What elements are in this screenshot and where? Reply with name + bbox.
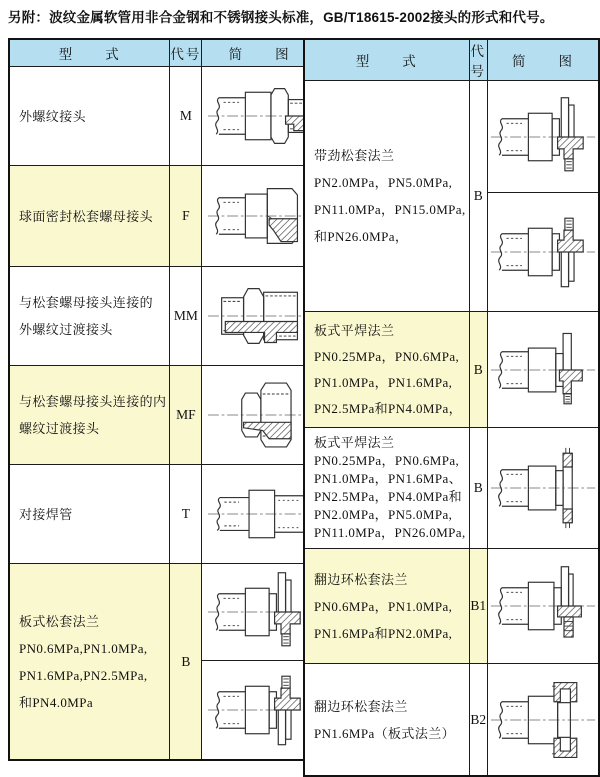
code-cell: T [170, 465, 202, 564]
table-row [9, 465, 318, 564]
diagram-cell [202, 166, 318, 267]
diagram-cell [487, 81, 599, 193]
type-line: 与松套螺母接头连接的 [19, 295, 154, 310]
diagram-cell [487, 428, 599, 549]
type-line: 板式平焊法兰 [314, 322, 395, 338]
type-line: PN2.5MPa和PN4.0MPa， [314, 400, 463, 416]
type-cell [9, 267, 170, 366]
code-cell: MF [170, 366, 202, 465]
code-cell: MM [170, 267, 202, 366]
column-header-type-left: 型 式 [9, 39, 170, 67]
type-cell [304, 312, 469, 428]
swivel-nut-fitting-icon [205, 174, 315, 258]
male-thread-fitting-icon [205, 74, 315, 158]
type-line: PN2.0MPa，PN5.0MPa, [314, 507, 453, 522]
column-header-diagram-right: 简 图 [487, 39, 599, 81]
type-line: 外螺纹接头 [19, 108, 87, 124]
type-line: 板式平焊法兰 [314, 435, 395, 450]
type-line: 外螺纹过渡接头 [19, 322, 113, 337]
type-line: 板式松套法兰 [19, 613, 100, 629]
column-header-code-left: 代号 [170, 39, 202, 67]
type-cell [9, 67, 170, 166]
type-cell [9, 465, 170, 564]
diagram-cell [202, 67, 318, 166]
butt-weld-pipe-icon [205, 472, 315, 556]
table-row [304, 428, 599, 549]
diagram-cell [202, 564, 318, 661]
plate-weld-flange-a-icon [488, 328, 598, 412]
lapped-loose-flange-b2-icon [488, 678, 598, 762]
type-line: 对接焊管 [19, 506, 73, 522]
type-line: PN11.0MPa，PN26.0MPa, [314, 525, 466, 540]
code-cell: B2 [469, 664, 487, 777]
type-line: PN0.25MPa，PN0.6MPa, [314, 453, 460, 468]
diagram-cell [202, 366, 318, 465]
type-line: PN1.6MPa,PN2.5MPa, [19, 667, 148, 683]
type-line: PN1.0MPa，PN1.6MPa、 [314, 471, 463, 486]
table-row [304, 81, 599, 193]
type-cell [9, 166, 170, 267]
type-line: 翻边环松套法兰 [314, 698, 408, 714]
type-line: 带劲松套法兰 [314, 148, 395, 163]
neck-loose-flange-top-icon [488, 95, 598, 179]
table-row [9, 267, 318, 366]
plate-loose-flange-top-icon [205, 570, 315, 654]
table-row [9, 564, 318, 661]
table-row [9, 366, 318, 465]
type-line: 和PN4.0MPa [19, 694, 94, 710]
code-cell: B [170, 564, 202, 761]
type-cell [304, 664, 469, 777]
type-line: 和PN26.0MPa， [314, 229, 409, 244]
code-cell: F [170, 166, 202, 267]
code-cell: B [469, 81, 487, 312]
code-cell: B [469, 312, 487, 428]
diagram-cell [487, 312, 599, 428]
diagram-cell [487, 664, 599, 777]
type-line: 螺纹过渡接头 [19, 421, 100, 436]
type-cell [304, 428, 469, 549]
type-cell [9, 366, 170, 465]
type-line: PN11.0MPa，PN15.0MPa, [314, 202, 466, 217]
diagram-cell [487, 193, 599, 312]
type-cell [9, 564, 170, 761]
table-row [304, 664, 599, 777]
diagram-cell [202, 267, 318, 366]
type-line: PN1.6MPa（板式法兰） [314, 725, 456, 741]
neck-loose-flange-bottom-icon [488, 210, 598, 294]
header-row [304, 39, 599, 81]
type-line: PN1.6MPa和PN2.0MPa, [314, 625, 453, 641]
plate-weld-flange-b-icon [488, 446, 598, 530]
fitting-table-left [8, 38, 319, 761]
lapped-loose-flange-b1-icon [488, 564, 598, 648]
type-line: PN0.25MPa，PN0.6MPa, [314, 348, 460, 364]
table-row [304, 312, 599, 428]
type-line: 球面密封松套螺母接头 [19, 208, 154, 224]
type-cell [304, 81, 469, 312]
code-cell: B1 [469, 549, 487, 664]
type-line: 与松套螺母接头连接的内 [19, 394, 167, 409]
type-line: PN0.6MPa，PN1.0MPa, [314, 598, 453, 614]
plate-loose-flange-bottom-icon [205, 668, 315, 752]
diagram-cell [487, 549, 599, 664]
page-title: 另附：波纹金属软管用非合金钢和不锈钢接头标准，GB/T18615-2002接头的形式和代号。 [8, 10, 554, 25]
type-line: PN2.0MPa，PN5.0MPa, [314, 175, 453, 190]
table-row [9, 166, 318, 267]
column-header-diagram-left: 简 图 [202, 39, 318, 67]
fitting-table-right [303, 38, 600, 777]
table-row [304, 549, 599, 664]
type-cell [304, 549, 469, 664]
column-header-type-right: 型 式 [304, 39, 469, 81]
column-header-code-right: 代号 [469, 39, 487, 81]
type-line: 翻边环松套法兰 [314, 571, 408, 587]
type-line: PN2.5MPa，PN4.0MPa和 [314, 489, 463, 504]
male-female-adapter-icon [205, 373, 315, 457]
male-male-adapter-icon [205, 274, 315, 358]
diagram-cell [202, 661, 318, 761]
code-cell: M [170, 67, 202, 166]
header-row [9, 39, 318, 67]
code-cell: B [469, 428, 487, 549]
type-line: PN1.0MPa，PN1.6MPa, [314, 374, 453, 390]
diagram-cell [202, 465, 318, 564]
type-line: PN0.6MPa,PN1.0MPa, [19, 640, 148, 656]
table-row [9, 67, 318, 166]
